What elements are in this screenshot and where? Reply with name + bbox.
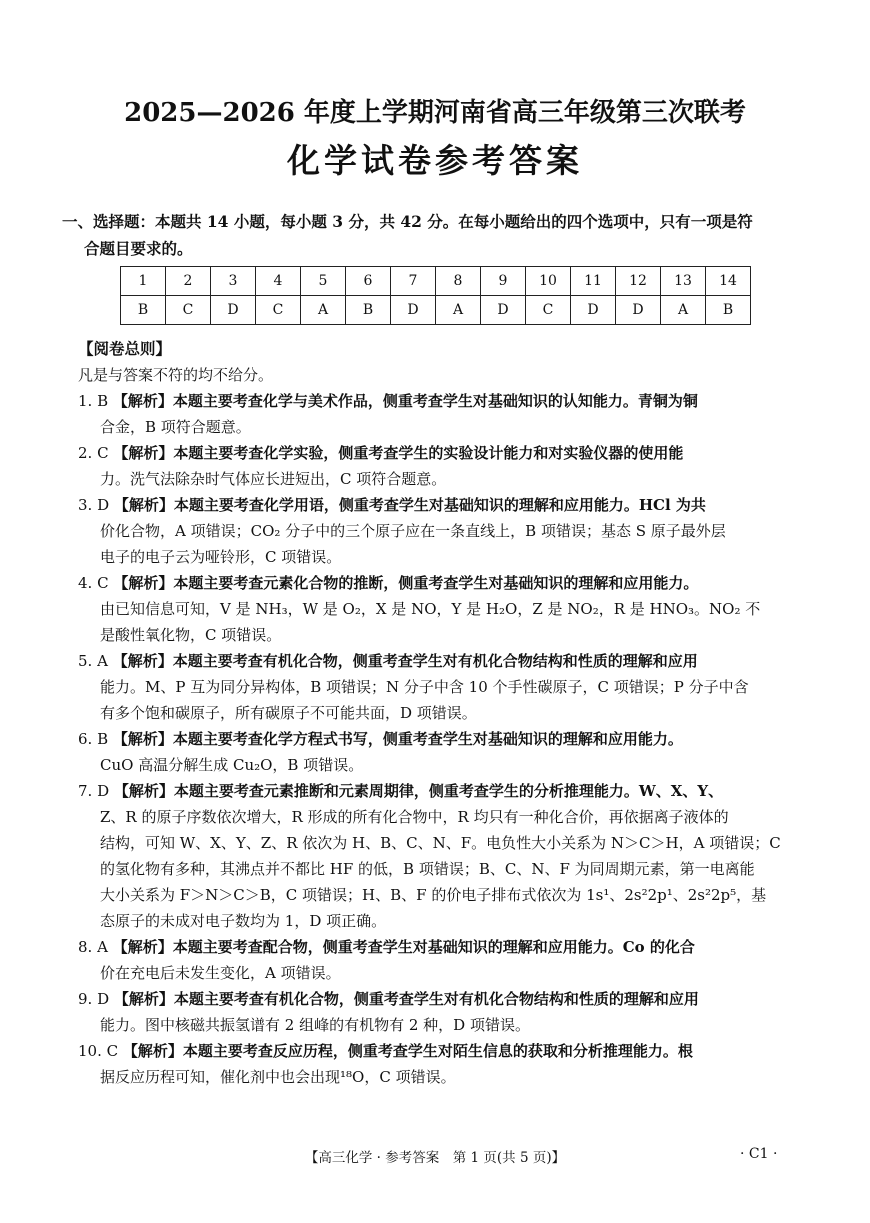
explanation-item — [78, 570, 792, 648]
answer-table-answer-row — [121, 296, 751, 325]
answer-cell: A — [301, 296, 346, 325]
question-number-cell: 9 — [481, 267, 526, 296]
answer-cell: B — [121, 296, 166, 325]
question-label: 1. B — [78, 392, 113, 410]
question-label: 7. D — [78, 782, 114, 800]
answer-table — [120, 266, 751, 325]
explanation-continuation-line: 价化合物，A 项错误；CO₂ 分子中的三个原子应在一条直线上，B 项错误；基态 S 原子最外层 — [100, 522, 726, 540]
question-label: 5. A — [78, 652, 113, 670]
explanation-first-line — [78, 492, 792, 518]
explanation-item — [78, 648, 792, 726]
explanation-continuation-line: 据反应历程可知，催化剂中也会出现¹⁸O，C 项错误。 — [100, 1068, 456, 1086]
explanation-continuation-line: CuO 高温分解生成 Cu₂O，B 项错误。 — [100, 756, 364, 774]
explanation-item — [78, 388, 792, 440]
explanation-first-line — [78, 648, 792, 674]
answer-cell: C — [256, 296, 301, 325]
question-number-cell: 4 — [256, 267, 301, 296]
explanation-continuation-line: 的氢化物有多种，其沸点并不都比 HF 的低，B 项错误；B、C、N、F 为同周期元素，第一电离能 — [100, 860, 755, 878]
rules-text: 凡是与答案不符的均不给分。 — [78, 366, 274, 384]
explanation-list — [78, 388, 792, 1090]
analysis-text: 【解析】本题主要考查反应历程，侧重考查学生对陌生信息的获取和分析推理能力。根 — [122, 1042, 693, 1060]
explanation-item — [78, 778, 792, 934]
document-title: 化学试卷参考答案 — [287, 141, 583, 180]
answer-cell: A — [661, 296, 706, 325]
explanation-first-line — [78, 388, 792, 414]
explanation-first-line — [78, 986, 792, 1012]
question-number-cell: 3 — [211, 267, 256, 296]
answer-cell: D — [481, 296, 526, 325]
question-number-cell: 2 — [166, 267, 211, 296]
explanation-continuation-line: 大小关系为 F＞N＞C＞B，C 项错误；H、B、F 的价电子排布式依次为 1s¹、2s²2p¹、2s²2p⁵，基 — [100, 886, 767, 904]
answer-cell: C — [166, 296, 211, 325]
analysis-text: 【解析】本题主要考查元素推断和元素周期律，侧重考查学生的分析推理能力。W、X、Y、 — [113, 782, 724, 800]
explanation-first-line — [78, 778, 792, 804]
explanation-first-line — [78, 440, 792, 466]
question-number-cell: 5 — [301, 267, 346, 296]
answer-cell: C — [526, 296, 571, 325]
explanation-continuation-line: 态原子的未成对电子数均为 1，D 项正确。 — [100, 912, 387, 930]
explanation-continuation-line: 由已知信息可知，V 是 NH₃，W 是 O₂，X 是 NO，Y 是 H₂O，Z 是 NO₂，R 是 HNO₃。NO₂ 不 — [100, 600, 761, 618]
analysis-text: 【解析】本题主要考查化学与美术作品，侧重考查学生对基础知识的认知能力。青铜为铜 — [112, 392, 698, 410]
section-heading-line2: 合题目要求的。 — [84, 239, 193, 258]
analysis-text: 【解析】本题主要考查化学方程式书写，侧重考查学生对基础知识的理解和应用能力。 — [112, 730, 683, 748]
question-number-cell: 6 — [346, 267, 391, 296]
analysis-text: 【解析】本题主要考查元素化合物的推断，侧重考查学生对基础知识的理解和应用能力。 — [113, 574, 699, 592]
explanation-item — [78, 934, 792, 986]
section-heading — [62, 208, 802, 262]
explanation-first-line — [78, 934, 792, 960]
explanation-continuation-line: 能力。M、P 互为同分异构体，B 项错误；N 分子中含 10 个手性碳原子，C 项错误；P 分子中含 — [100, 678, 749, 696]
explanation-continuation-line: 力。洗气法除杂时气体应长进短出，C 项符合题意。 — [100, 470, 447, 488]
question-number-cell: 14 — [706, 267, 751, 296]
explanation-continuation-line: 有多个饱和碳原子，所有碳原子不可能共面，D 项错误。 — [100, 704, 477, 722]
page-footer: 【高三化学 · 参考答案 第 1 页(共 5 页)】 — [304, 1150, 566, 1166]
explanation-item — [78, 440, 792, 492]
question-label: 10. C — [78, 1042, 123, 1060]
question-label: 3. D — [78, 496, 114, 514]
section-heading-line1: 一、选择题：本题共 14 小题，每小题 3 分，共 42 分。在每小题给出的四个选项中，只有一项是符 — [62, 212, 753, 231]
question-number-cell: 13 — [661, 267, 706, 296]
answer-cell: B — [706, 296, 751, 325]
question-label: 4. C — [78, 574, 114, 592]
explanation-item — [78, 1038, 792, 1090]
answer-cell: D — [571, 296, 616, 325]
explanation-item — [78, 492, 792, 570]
explanation-continuation-line: 电子的电子云为哑铃形，C 项错误。 — [100, 548, 342, 566]
explanation-continuation-line: Z、R 的原子序数依次增大，R 形成的所有化合物中，R 均只有一种化合价，再依据离子液体的 — [100, 808, 729, 826]
question-number-cell: 12 — [616, 267, 661, 296]
footer-code: · C1 · — [740, 1146, 778, 1162]
question-label: 2. C — [78, 444, 114, 462]
explanation-continuation-line: 能力。图中核磁共振氢谱有 2 组峰的有机物有 2 种，D 项错误。 — [100, 1016, 530, 1034]
question-number-cell: 8 — [436, 267, 481, 296]
answer-table-number-row — [121, 267, 751, 296]
explanation-first-line — [78, 1038, 792, 1064]
rules-heading: 【阅卷总则】 — [78, 339, 172, 358]
exam-title: 2025—2026 年度上学期河南省高三年级第三次联考 — [124, 98, 746, 128]
question-number-cell: 1 — [121, 267, 166, 296]
question-label: 9. D — [78, 990, 114, 1008]
explanation-first-line — [78, 570, 792, 596]
analysis-text: 【解析】本题主要考查有机化合物，侧重考查学生对有机化合物结构和性质的理解和应用 — [112, 652, 698, 670]
analysis-text: 【解析】本题主要考查化学实验，侧重考查学生的实验设计能力和对实验仪器的使用能 — [113, 444, 684, 462]
answer-cell: D — [211, 296, 256, 325]
answer-cell: A — [436, 296, 481, 325]
explanation-continuation-line: 是酸性氧化物，C 项错误。 — [100, 626, 282, 644]
explanation-continuation-line: 结构，可知 W、X、Y、Z、R 依次为 H、B、C、N、F。电负性大小关系为 N＞C＞H，A 项错误；C — [100, 834, 781, 852]
question-number-cell: 7 — [391, 267, 436, 296]
question-label: 6. B — [78, 730, 113, 748]
analysis-text: 【解析】本题主要考查化学用语，侧重考查学生对基础知识的理解和应用能力。HCl 为共 — [113, 496, 706, 514]
analysis-text: 【解析】本题主要考查有机化合物，侧重考查学生对有机化合物结构和性质的理解和应用 — [113, 990, 699, 1008]
explanation-continuation-line: 价在充电后未发生变化，A 项错误。 — [100, 964, 341, 982]
answer-cell: B — [346, 296, 391, 325]
question-label: 8. A — [78, 938, 113, 956]
analysis-text: 【解析】本题主要考查配合物，侧重考查学生对基础知识的理解和应用能力。Co 的化合 — [112, 938, 695, 956]
answer-cell: D — [616, 296, 661, 325]
question-number-cell: 11 — [571, 267, 616, 296]
answer-cell: D — [391, 296, 436, 325]
explanation-item — [78, 986, 792, 1038]
explanation-first-line — [78, 726, 792, 752]
explanation-continuation-line: 合金，B 项符合题意。 — [100, 418, 251, 436]
explanation-item — [78, 726, 792, 778]
question-number-cell: 10 — [526, 267, 571, 296]
